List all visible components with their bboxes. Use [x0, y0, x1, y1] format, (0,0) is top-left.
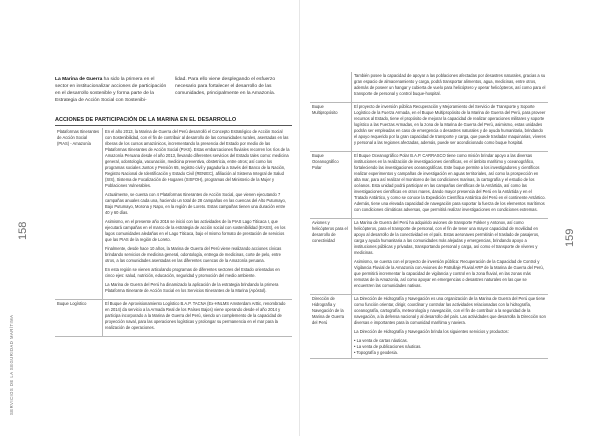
right-table-row	[310, 103, 548, 152]
left-actions-table	[55, 128, 292, 337]
row-paragraph: El Buque de Aprovisionamiento Logístico B.A.P. TACNA (Ex-HNLMS Amsterdam Arttic, renombrado en 2014) da servicio a la Armada Real de los Países Bajos) viene operando desde el año 2014 y participa incorporado a la Marina de Guerra del Perú, siendo un complemento de la capacidad de proyección naval, para las operaciones logísticas y prolongar su permanencia en el mar para la realización de operaciones.	[105, 301, 286, 330]
section-heading: ACCIONES DE PARTICIPACIÓN DE LA MARINA EN EL DESARROLLO	[55, 117, 237, 123]
section-rule	[55, 125, 292, 126]
row-paragraph: También posee la capacidad de apoyar a las poblaciones afectadas por desastres naturales, gracias a su gran espacio de almacenamiento y carga, podrá transportar alimentos, agua, medicinas, entre otros, además de poseer un hangar y cubierta de vuelo para helicóptero y operar helicópteros, así como para el transporte de personal y control buque-hospital.	[354, 73, 546, 96]
row-paragraph: Asimismo, en el presente año 2016 se inició con las actividades de la PIAS Lago Titicaca I, que ejecutará campañas en el marco de la estrategia de acción social con sostenibilidad (EASS), en los lagos comunidades aledañas en el Lago Titicaca, bajo el mismo formato de prestación de servicios que las PIAS de la región de Loreto.	[105, 219, 286, 242]
row-body	[352, 72, 549, 103]
services-list-item: • La venta de cartas náuticas.	[354, 338, 546, 344]
row-body	[352, 219, 549, 295]
row-paragraph: La Dirección de Hidrografía y Navegación es una organización de la Marina de Guerra del Perú que tiene como función orientar, dirigir, coordinar y controlar las actividades relacionadas con la hidrografía, oceanografía, cartografía, meteorología y navegación, con el fin de contribuir a la seguridad de la navegación, a la defensa nacional y al desarrollo del país. Las actividades que desarrolla la Dirección son diversas e importantes para la comunidad marítima y naviera.	[354, 296, 546, 325]
row-body	[103, 128, 293, 300]
row-label: Aviones y helicópteros para el desarrollo de conectividad	[310, 219, 352, 295]
services-list	[354, 338, 546, 356]
right-table-row	[310, 72, 548, 103]
intro-bold-lead: La Marina de Guerra	[55, 77, 103, 82]
row-paragraph: En esta región se vienen articulando programas de diferentes sectores del Estado orientados en cinco ejes: salud, nutrición, educación, seguridad y promoción del medio ambiente.	[105, 267, 280, 278]
spread-divider	[299, 0, 300, 436]
row-paragraph: La Dirección de Hidrografía y Navegación brinda los siguientes servicios y productos:	[354, 329, 509, 334]
row-label: Buque Multipropósito	[310, 103, 352, 152]
intro-column-right: lidad. Para ello viene desplegando el esfuerzo necesario para fortalecer el desarrollo de las comunidades, principalmente en la Amazonía.	[175, 77, 276, 96]
row-paragraph: En el año 2013, la Marina de Guerra del Perú desarrolló el Concepto Estratégico de Acción Social con Sostenibilidad, con el fin de contribuir al desarrollo de las comunidades rurales, asentadas en las riberas de los cursos amazónicos, incrementando la presencia del Estado por medio de las Plataformas Itinerantes de Acción Social (PIAS). Estas embarcaciones fluviales recorren los ríos de la Amazonía Peruana desde el año 2013, llevando diferentes servicios del Estado tales como: medicina general, odontología, vacunación, medicina preventiva, obstetricia, entre otros; así como los programas sociales Juntos y Pensión 65, registro civil y pagaduría a través del Banco de la Nación, Registro Nacional de Identificación y Estado Civil (RENIEC), afiliación al Sistema Integral de Salud (SIS), Sistema de Focalización de Hogares (SISFOH), programas del Ministerio de la Mujer y Poblaciones Vulnerables.	[105, 129, 290, 188]
intro-left-text: ha sido la primera en el sector en institucionalizar acciones de participación en el desarrollo sostenible y forma parte de la Estrategia de Acción Social con Sostenibi-	[55, 77, 167, 103]
row-body	[103, 300, 293, 337]
row-paragraph: La Marina de Guerra del Perú ha dinamizado la aplicación de la estrategia brindando la primera Plataforma Itinerante de Acción Social en los Servicios Itinerantes de la Marina (Apóstol).	[105, 282, 279, 293]
right-table-row	[310, 295, 548, 359]
left-table-row	[55, 128, 292, 300]
row-body	[352, 295, 549, 359]
row-paragraph: Finalmente, desde hace 10 años, la Marina de Guerra del Perú viene realizando acciones cívicas brindando servicios de medicina general, odontología, entrega de medicinas, corte de pelo, entre otros, a las comunidades asentadas en las diferentes cuencas de la Amazonía peruana.	[105, 246, 282, 263]
services-list-item: • La venta de publicaciones náuticas.	[354, 344, 546, 350]
intro-column-left	[55, 76, 167, 104]
row-paragraph: El Buque Oceanográfico Polar B.A.P. CARRASCO tiene como misión brindar apoyo a las diversas instituciones en la realización de investigaciones científicas, en el ámbito marítimo y oceanográfico, fortaleciendo las investigaciones oceanográficas. Este buque permite a los investigadores y científicos realizar experimentos y campañas de investigación en aguas territoriales, así como la prospección en alta mar, para así realizar el monitoreo de las condiciones marinas, la cartografía y el estudio de los océanos. Esta unidad podrá participar en las campañas científicas de la Antártida, así como las investigaciones científicas en otros mares, dando mayor presencia del Perú en la Antártida y en el Tratado Antártico, y como se conoce la Expedición Científica Antártica del Perú en el continente Antártico. Además, tiene una elevada capacidad de navegación para soportar la fuerza de los elementos marítimos con condiciones climáticas adversas, que permitirá realizar investigaciones en condiciones extremas.	[354, 153, 546, 212]
row-body	[352, 152, 549, 219]
right-actions-table	[310, 72, 548, 359]
page-number-right: 159	[564, 228, 576, 247]
services-list-item: • Topografía y geodesia.	[354, 350, 546, 356]
row-paragraph: Actualmente, se cuenta con 4 Plataformas Itinerantes de Acción Social, que vienen ejecutando 7 campañas anuales cada una, haciendo un total de 28 campañas en las cuencas del Alto Putumayo, Bajo Putumayo, Morona y Napo, en la región de Loreto. Estas campañas tienen una duración entre 40 y 60 días.	[105, 192, 286, 215]
vertical-book-title: SERVICIOS DE LA SEGURIDAD MARÍTIMA	[9, 314, 14, 415]
row-paragraph: El proyecto de inversión pública Recuperación y Mejoramiento del Servicio de Transporte y Soporte Logístico de la Fuerza Armada, en el Buque Multipropósito de la Marina de Guerra del Perú, para proveer recursos al Estado, tiene el propósito de mejorar la capacidad de realizar operaciones militares y soporte logístico a las Fuerzas Armadas, en la zona de la Marina de Guerra del Perú, asimismo, estas unidades podrán ser empleadas en caso de emergencia o desastres naturales y de ayuda humanitaria, brindando el apoyo requerido por la gran capacidad de transporte y carga, que puede trasladar maquinarias, víveres y personal a las regiones afectadas, además, puede ser acondicionado como buque hospital.	[354, 104, 546, 145]
row-label: Buque Logístico	[55, 300, 103, 337]
row-paragraph: Asimismo, se cuenta con el proyecto de inversión pública: Recuperación de la Capacidad de Control y Vigilancia Fluvial de la Amazonía con Aviones de Patrullaje Fluvial ARP de la Marina de Guerra del Perú, que permitirá incrementar la capacidad de vigilancia y control en la zona fluvial, en las zonas más remotas de la Amazonía, así como apoyar en emergencias o desastres naturales en las que se encuentren las comunidades nativas.	[354, 259, 544, 288]
right-table-row	[310, 219, 548, 295]
right-table-row	[310, 152, 548, 219]
row-label	[310, 72, 352, 103]
row-paragraph: La Marina de Guerra del Perú ha adquirido aviones de transporte Fokker y Antonov, así como helicópteros, para el transporte de personal, con el fin de tener una mayor capacidad de movilidad en apoyo al desarrollo de la conectividad en el país. Estas aeronaves permitirán el traslado de pasajeros, carga y ayuda humanitaria a las comunidades más alejadas y emergencias, brindando apoyo a instituciones públicas y privadas, transportando personal y carga, así como el transporte de víveres y medicinas.	[354, 220, 540, 255]
page-number-left: 158	[17, 221, 29, 240]
row-label: Plataformas Itinerantes de Acción Social (PIAS) - Amazonía	[55, 128, 103, 300]
row-label: Buque Oceanográfico Polar	[310, 152, 352, 219]
left-table-row	[55, 300, 292, 337]
row-label: Dirección de Hidrografía y Navegación de la Marina de Guerra del Perú	[310, 295, 352, 359]
row-body	[352, 103, 549, 152]
